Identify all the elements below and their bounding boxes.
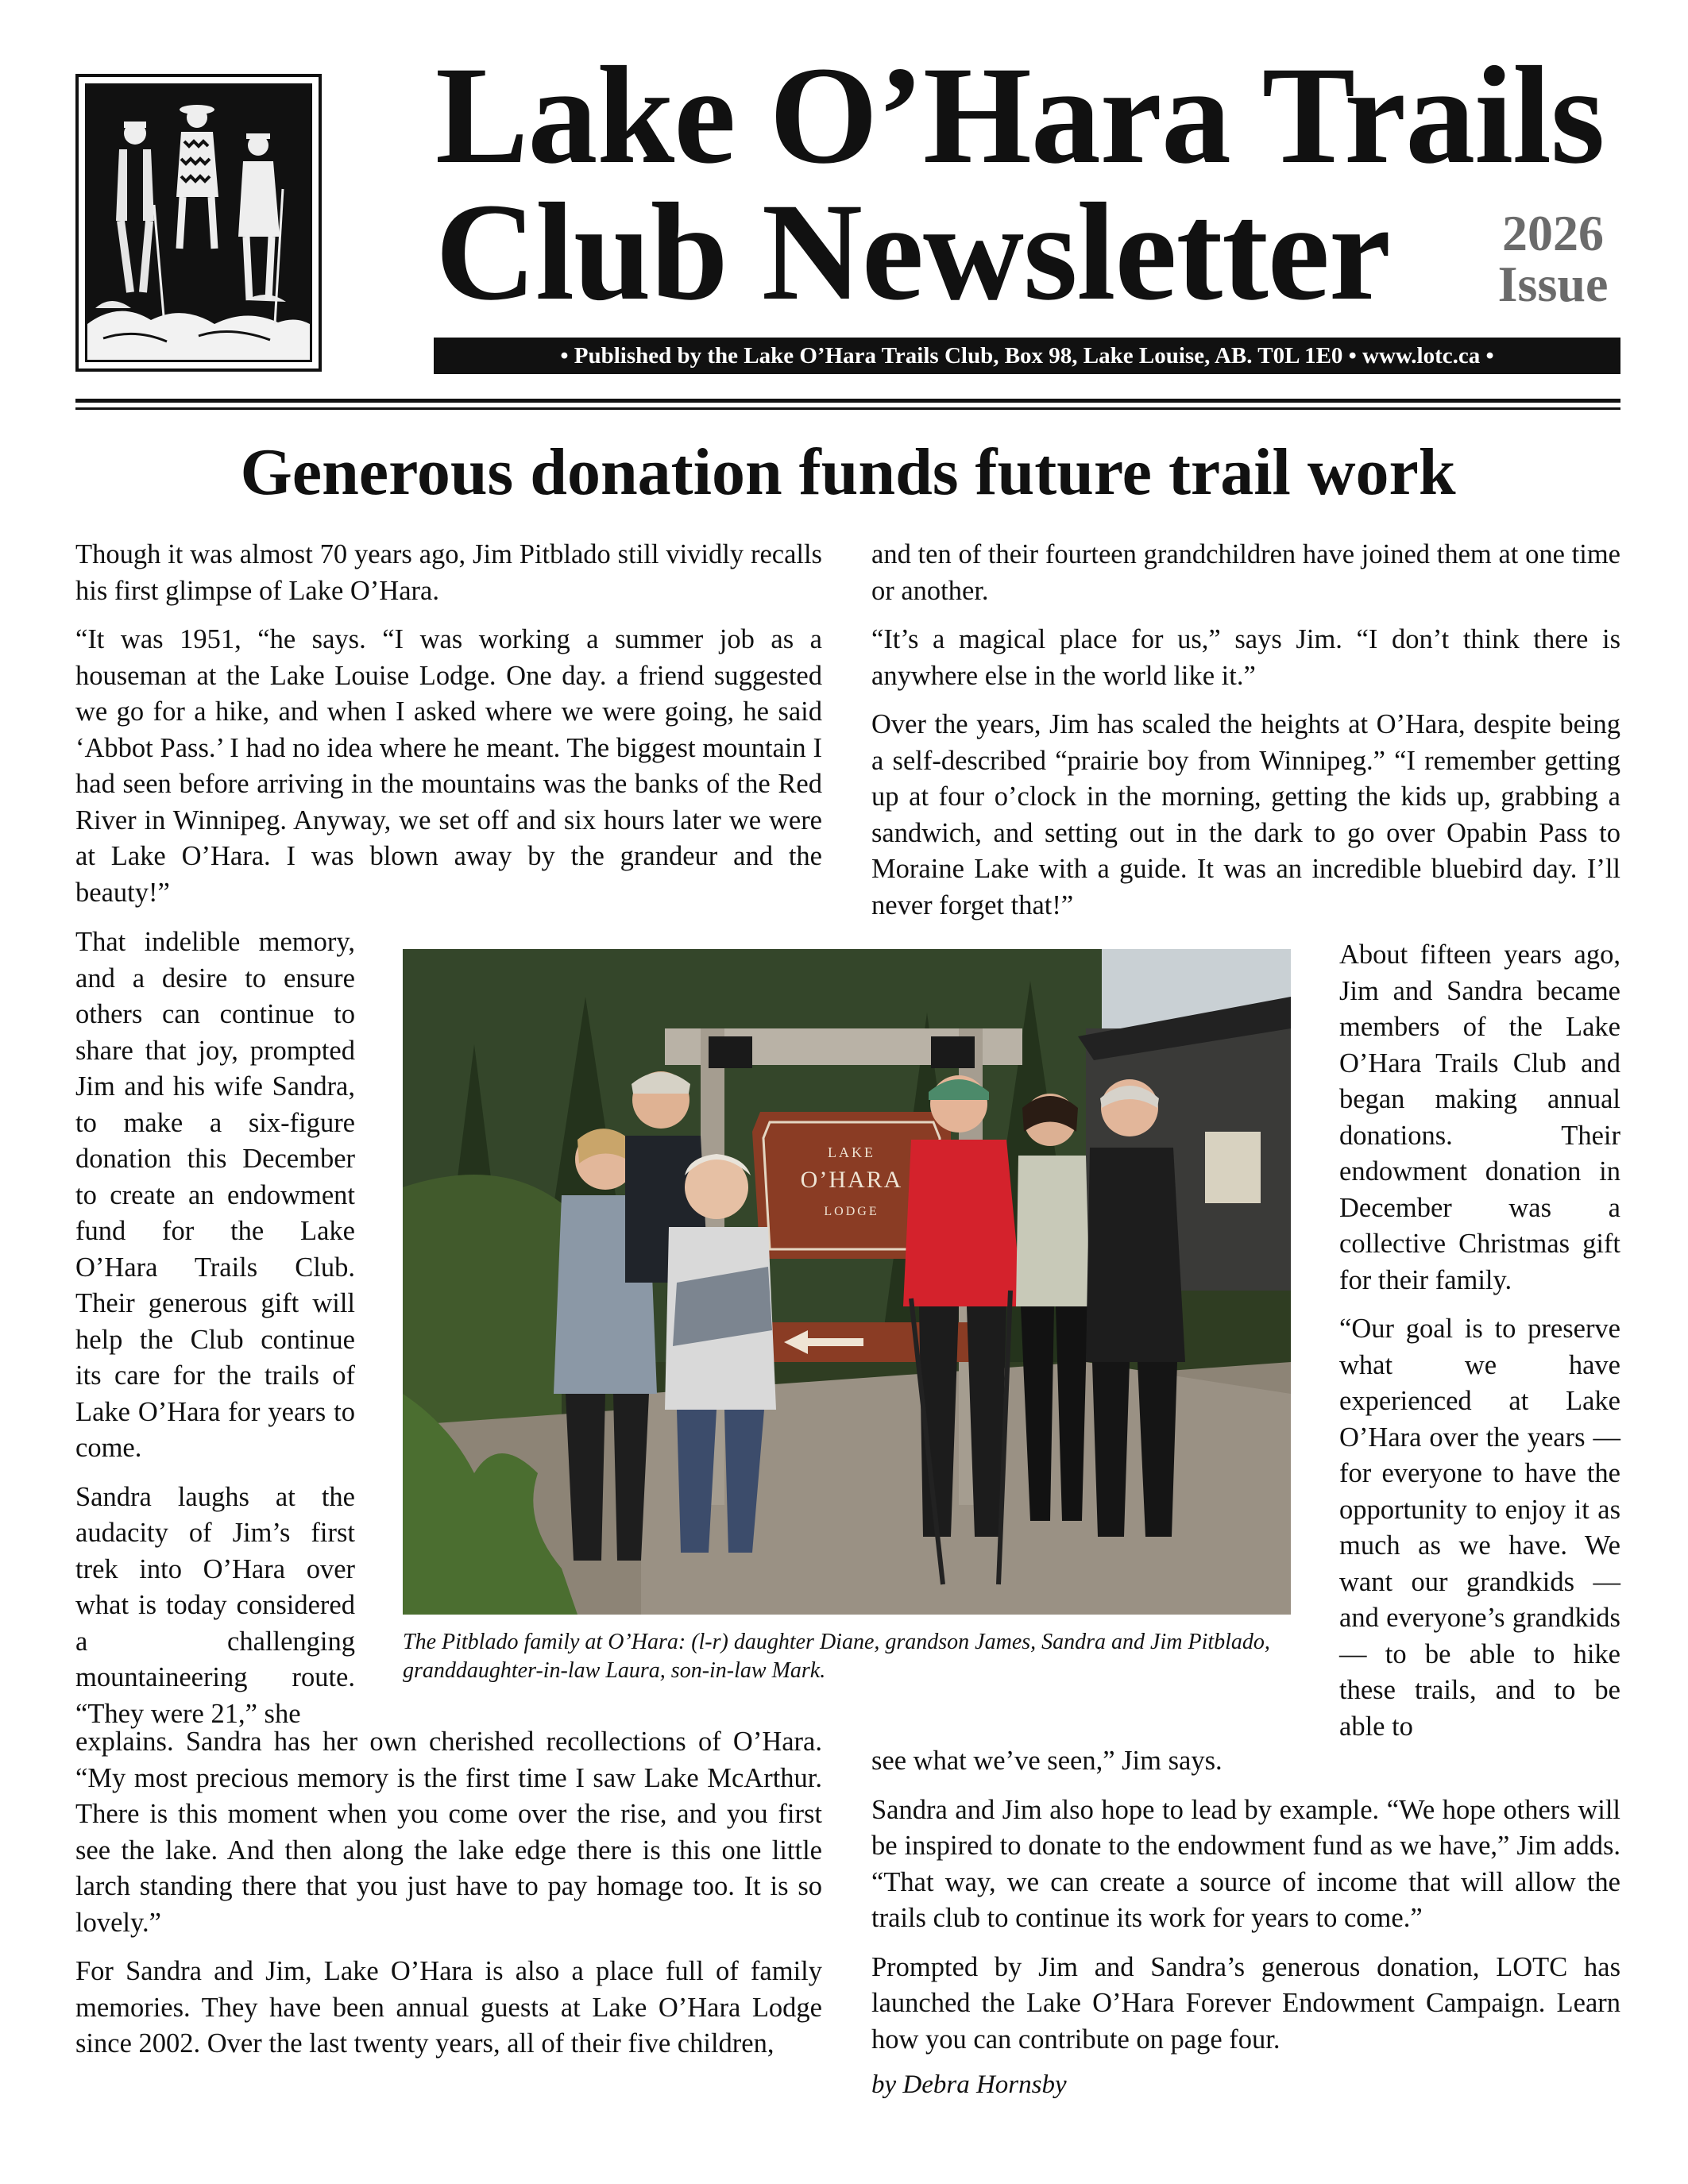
paragraph: “Our goal is to preserve what we have experienced at Lake O’Hara over the years — for everyone to have the opportunity to enjoy it as much as we have. We want our grandkids — and everyone’s grandkids — to be able to hike these trails, and to be able to: [1339, 1314, 1620, 1742]
paragraph: For Sandra and Jim, Lake O’Hara is also a place full of family memories. They have been annual guests at Lake O’Hara Lodge since 2002. Over the last twenty years, all of their five children,: [75, 1956, 822, 2059]
paragraph: About fifteen years ago, Jim and Sandra became members of the Lake O’Hara Trails Club and began making annual donations. Their endowment donation in December was a collective Christmas gift for their family.: [1339, 940, 1620, 1295]
title-line-1: Lake O’Hara Trails: [435, 38, 1605, 193]
club-logo: [75, 74, 322, 372]
sign-text-lake: LAKE: [828, 1144, 875, 1160]
masthead-divider-thick: [75, 399, 1620, 403]
issue-label: [1485, 205, 1620, 312]
sign-text-ohara: O’HARA: [800, 1167, 903, 1193]
issue-year: 2026: [1502, 205, 1604, 261]
paragraph: Sandra and Jim also hope to lead by example. “We hope others will be inspired to donate to the endowment fund as we have,” Jim adds. “That way, we can create a source of income that will allow the trails club to continue its work for years to come.”: [871, 1794, 1620, 1933]
paragraph: and ten of their fourteen grandchildren have joined them at one time or another.: [871, 539, 1620, 606]
paragraph: Over the years, Jim has scaled the heights at O’Hara, despite being a self-described “prairie boy from Winnipeg.” “I remember getting up at four o’clock in the morning, getting the kids up, grabbing a sandwich, and setting out in the dark to go over Opabin Pass to Moraine Lake with a guide. It was an incredible bluebird day. I’ll never forget that!”: [871, 709, 1620, 920]
left-column-narrow: [75, 924, 355, 1732]
title-line-2: Club Newsletter: [435, 175, 1391, 330]
byline: by Debra Hornsby: [871, 2070, 1067, 2099]
paragraph: Prompted by Jim and Sandra’s generous donation, LOTC has launched the Lake O’Hara Forever Endowment Campaign. Learn how you can contribute on page four.: [871, 1951, 1620, 2055]
paragraph: explains. Sandra has her own cherished recollections of O’Hara. “My most precious memory is the first time I saw Lake McArthur. There is this moment when you come over the rise, and you first see the lake. And then along the lake edge there is this one little larch standing there that you just have to pay homage too. It is so lovely.”: [75, 1727, 822, 1938]
paragraph: “It’s a magical place for us,” says Jim. “I don’t think there is anywhere else in the world like it.”: [871, 624, 1620, 691]
family-photo-illustration: [403, 949, 1291, 1615]
sign-text-lodge: LODGE: [824, 1205, 879, 1218]
paragraph: That indelible memory, and a desire to ensure others can continue to share that joy, prompted Jim and his wife Sandra, to make a six-figure donation this December to create an endowment fund for the Lake O’Hara Trails Club. Their generous gift will help the Club continue its care for the trails of Lake O’Hara for years to come.: [75, 927, 355, 1463]
right-column-bottom: [871, 1743, 1620, 2058]
photo-caption: The Pitblado family at O’Hara: (l-r) daughter Diane, grandson James, Sandra and Jim Pitblado, granddaughter-in-law Laura, son-in-law Mark.: [403, 1630, 1270, 1683]
family-photo: [403, 949, 1291, 1615]
paragraph: Though it was almost 70 years ago, Jim Pitblado still vividly recalls his first glimpse of Lake O’Hara.: [75, 539, 822, 606]
publisher-bar: • Published by the Lake O’Hara Trails Club, Box 98, Lake Louise, AB. T0L 1E0 • www.lotc.ca •: [434, 338, 1620, 374]
paragraph: Sandra laughs at the audacity of Jim’s first trek into O’Hara over what is today considered a challenging mountaineering route. “They were 21,” she: [75, 1481, 355, 1729]
hikers-illustration: [87, 86, 310, 360]
paragraph: see what we’ve seen,” Jim says.: [871, 1746, 1223, 1776]
paragraph: “It was 1951, “he says. “I was working a summer job as a houseman at the Lake Louise Lodge. One day. a friend suggested we go for a hike, and when I asked where we were going, he said ‘Abbot Pass.’ I had no idea where he meant. The biggest mountain I had seen before arriving in the mountains was the banks of the Red River in Winnipeg. Anyway, we set off and six hours later we were at Lake O’Hara. I was blown away by the grandeur and the beauty!”: [75, 624, 822, 908]
right-column-narrow: [1339, 937, 1620, 1745]
right-column-top: [871, 537, 1620, 924]
left-column-bottom: [75, 1724, 822, 2062]
issue-word: Issue: [1497, 256, 1609, 312]
masthead-divider-thin: [75, 407, 1620, 410]
article-headline: Generous donation funds future trail work: [240, 435, 1456, 509]
left-column-top: [75, 537, 822, 911]
